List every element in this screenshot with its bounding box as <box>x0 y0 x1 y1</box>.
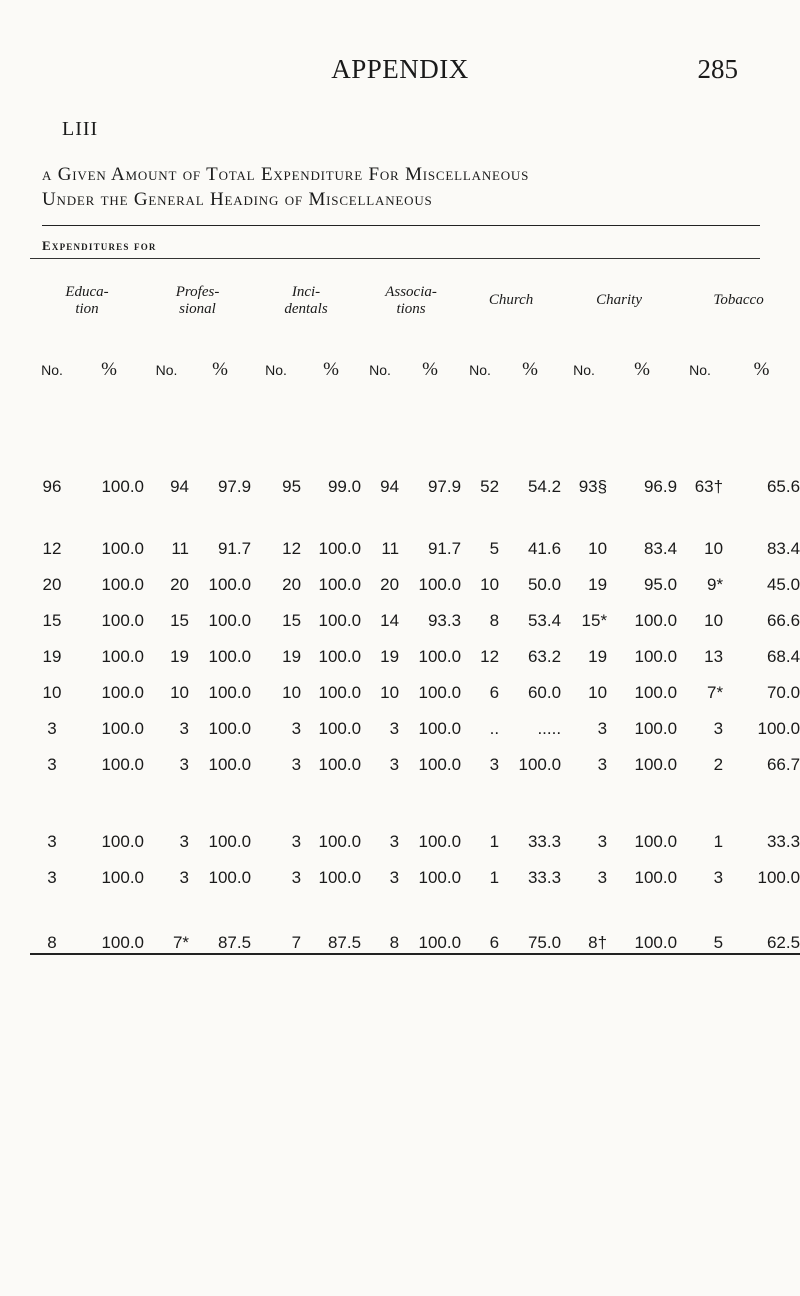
percent-cell: 87.5 <box>189 888 251 954</box>
percent-cell: 54.2 <box>527 477 562 496</box>
percent-cell: 41.6 <box>527 539 562 558</box>
count-cell: 14 <box>380 611 400 630</box>
count-cell: 19 <box>588 647 608 666</box>
count-cell: 10 <box>42 683 62 702</box>
percent-header: % <box>753 358 770 380</box>
percent-cell: 97.9 <box>427 477 462 496</box>
no-header: No. <box>689 361 711 378</box>
category-label-cont: dentals <box>284 300 328 317</box>
count-cell: 3 <box>47 868 57 887</box>
count-cell: 10 <box>704 539 724 558</box>
table-row <box>30 852 800 888</box>
count-cell: 15 <box>42 611 62 630</box>
count-cell: 20 <box>42 575 62 594</box>
percent-cell: 100.0 <box>757 719 800 738</box>
percent-cell: 100.0 <box>208 683 252 702</box>
percent-cell: 100.0 <box>101 647 145 666</box>
percent-cell: 100.0 <box>101 868 145 887</box>
percent-cell: 33.3 <box>527 832 562 851</box>
category-label: Associa- <box>385 283 437 300</box>
percent-cell: 63.2 <box>527 647 562 666</box>
table-row <box>30 703 800 739</box>
count-cell: 3 <box>389 832 400 851</box>
count-cell: 95 <box>282 477 302 496</box>
expenditure-table <box>30 259 800 955</box>
percent-cell: 100.0 <box>418 575 462 594</box>
percent-header: % <box>212 358 228 380</box>
percent-cell: 100.0 <box>318 683 362 702</box>
percent-cell: 100.0 <box>101 611 145 630</box>
table-row <box>30 595 800 631</box>
count-cell: 6 <box>489 683 500 702</box>
count-cell: 11 <box>381 539 400 558</box>
table-row <box>30 559 800 595</box>
percent-cell: 96.9 <box>643 477 678 496</box>
table-row <box>30 631 800 667</box>
count-cell: 3 <box>179 868 190 887</box>
percent-cell: 100.0 <box>101 575 145 594</box>
count-cell: 12 <box>282 539 302 558</box>
percent-cell: 100.0 <box>208 647 252 666</box>
percent-cell: 45.0 <box>766 575 800 594</box>
count-cell: 20 <box>170 575 190 594</box>
percent-cell: 66.6 <box>766 611 800 630</box>
percent-cell: 60.0 <box>527 683 562 702</box>
table-row <box>30 397 800 497</box>
percent-cell: 100.0 <box>208 832 252 851</box>
percent-cell: 100.0 <box>418 868 462 887</box>
percent-header: % <box>101 358 117 380</box>
count-cell: 3 <box>489 755 500 774</box>
count-cell: 5 <box>677 888 723 954</box>
percent-cell: 100.0 <box>634 719 678 738</box>
percent-cell: 100.0 <box>74 888 144 954</box>
no-header: No. <box>573 361 595 378</box>
percent-cell: 100.0 <box>634 755 678 774</box>
count-cell: 10 <box>380 683 400 702</box>
percent-cell: 100.0 <box>757 868 800 887</box>
count-cell: 20 <box>282 575 302 594</box>
percent-cell: 68.4 <box>766 647 800 666</box>
category-header <box>251 259 361 342</box>
caption-line-1: a Given Amount of Total Expenditure For Miscellaneous <box>42 164 530 185</box>
count-cell: 1 <box>489 832 500 851</box>
percent-cell: 100.0 <box>101 477 145 496</box>
category-header <box>561 259 677 342</box>
percent-cell: 100.0 <box>208 868 252 887</box>
count-cell: 3 <box>291 755 302 774</box>
percent-cell: 100.0 <box>318 647 362 666</box>
category-label: Tobacco <box>713 292 764 308</box>
running-title: APPENDIX <box>331 54 469 84</box>
category-label-cont: tion <box>75 300 99 317</box>
no-header: No. <box>469 361 491 378</box>
table-row <box>30 667 800 703</box>
count-cell: 20 <box>380 575 400 594</box>
count-cell: 1 <box>489 868 500 887</box>
count-cell: 8 <box>489 611 500 630</box>
percent-cell: 100.0 <box>101 832 145 851</box>
count-cell: 7* <box>706 683 724 702</box>
category-header <box>144 259 251 342</box>
percent-cell: 66.7 <box>766 755 800 774</box>
percent-cell: 100.0 <box>318 611 362 630</box>
category-header <box>461 259 561 342</box>
caption-line-2: Under the General Heading of Miscellaneous <box>42 189 433 210</box>
table-row <box>30 739 800 775</box>
percent-cell: 100.0 <box>318 755 362 774</box>
category-label: Educa- <box>65 283 109 300</box>
section-label: Expenditures for <box>42 238 157 253</box>
table-row <box>30 775 800 852</box>
percent-cell: 100.0 <box>418 755 462 774</box>
count-cell: 3 <box>713 719 724 738</box>
count-cell: 9* <box>706 575 724 594</box>
percent-header: % <box>522 358 538 380</box>
count-cell: 94 <box>170 477 190 496</box>
count-cell: 10 <box>588 683 608 702</box>
count-cell: 19 <box>42 647 62 666</box>
category-label: Profes- <box>175 283 220 300</box>
count-cell: 8 <box>361 888 399 954</box>
category-header <box>677 259 800 342</box>
page-number: 285 <box>697 54 738 84</box>
percent-cell: 100.0 <box>634 868 678 887</box>
percent-cell: 100.0 <box>418 683 462 702</box>
count-cell: 3 <box>597 832 608 851</box>
count-cell: 3 <box>389 868 400 887</box>
category-label: Charity <box>596 292 642 308</box>
percent-cell: 100.0 <box>607 888 677 954</box>
count-cell: 10 <box>282 683 302 702</box>
percent-cell: 70.0 <box>766 683 800 702</box>
count-cell: 8† <box>561 888 607 954</box>
count-cell: 3 <box>291 719 302 738</box>
percent-cell: 33.3 <box>766 832 800 851</box>
percent-cell: 100.0 <box>634 647 678 666</box>
percent-cell: 100.0 <box>634 611 678 630</box>
count-cell: 10 <box>480 575 500 594</box>
percent-cell: ..... <box>537 719 562 738</box>
count-cell: 19 <box>282 647 302 666</box>
count-cell: 15* <box>581 611 608 630</box>
count-cell: 3 <box>179 832 190 851</box>
category-header-row <box>30 259 800 342</box>
percent-cell: 100.0 <box>418 832 462 851</box>
percent-cell: 100.0 <box>318 868 362 887</box>
count-cell: 52 <box>480 477 500 496</box>
percent-cell: 100.0 <box>518 755 562 774</box>
percent-cell: 100.0 <box>318 539 362 558</box>
count-cell: 3 <box>47 755 57 774</box>
category-label-cont: tions <box>396 300 426 317</box>
table-caption <box>42 162 762 212</box>
no-header: No. <box>265 361 287 378</box>
count-cell: 11 <box>171 539 190 558</box>
count-cell: 94 <box>380 477 400 496</box>
table-row <box>30 497 800 559</box>
percent-cell: 97.9 <box>217 477 252 496</box>
percent-cell: 99.0 <box>327 477 362 496</box>
percent-cell: 100.0 <box>208 755 252 774</box>
count-cell: 3 <box>291 868 302 887</box>
percent-cell: 100.0 <box>399 888 461 954</box>
percent-cell: 53.4 <box>527 611 562 630</box>
percent-cell: 65.6 <box>766 477 800 496</box>
count-cell: 93§ <box>578 477 608 496</box>
count-cell: 10 <box>170 683 190 702</box>
count-cell: 5 <box>489 539 500 558</box>
count-cell: 3 <box>713 868 724 887</box>
count-cell: 15 <box>170 611 190 630</box>
percent-cell: 83.4 <box>766 539 800 558</box>
count-cell: 19 <box>170 647 190 666</box>
count-cell: 7* <box>144 888 189 954</box>
percent-cell: 91.7 <box>217 539 252 558</box>
percent-cell: 100.0 <box>208 719 252 738</box>
subheader-row <box>30 342 800 397</box>
percent-cell: 100.0 <box>634 832 678 851</box>
percent-header: % <box>634 358 650 380</box>
count-cell: 7 <box>251 888 301 954</box>
percent-cell: 100.0 <box>208 611 252 630</box>
percent-cell: 100.0 <box>101 683 145 702</box>
count-cell: 10 <box>588 539 608 558</box>
category-header <box>361 259 461 342</box>
category-header <box>30 259 144 342</box>
count-cell: 19 <box>588 575 608 594</box>
percent-header: % <box>422 358 438 380</box>
count-cell: 3 <box>597 868 608 887</box>
running-head <box>0 54 800 94</box>
count-cell: 3 <box>389 719 400 738</box>
count-cell: 1 <box>713 832 724 851</box>
count-cell: 96 <box>42 477 62 496</box>
category-label: Inci- <box>291 283 321 300</box>
count-cell: 3 <box>179 719 190 738</box>
no-header: No. <box>369 361 391 378</box>
count-cell: 3 <box>47 719 57 738</box>
count-cell: .. <box>489 719 500 738</box>
caption-divider <box>42 225 760 226</box>
count-cell: 3 <box>291 832 302 851</box>
count-cell: 8 <box>30 888 74 954</box>
count-cell: 63† <box>694 477 724 496</box>
count-cell: 12 <box>480 647 500 666</box>
no-header: No. <box>41 361 63 378</box>
count-cell: 6 <box>461 888 499 954</box>
count-cell: 13 <box>704 647 724 666</box>
percent-cell: 100.0 <box>101 755 145 774</box>
percent-cell: 62.5 <box>723 888 800 954</box>
no-header: No. <box>155 361 178 378</box>
percent-cell: 95.0 <box>643 575 678 594</box>
count-cell: 15 <box>282 611 302 630</box>
percent-cell: 100.0 <box>418 719 462 738</box>
percent-cell: 87.5 <box>301 888 361 954</box>
count-cell: 3 <box>597 719 608 738</box>
count-cell: 3 <box>47 832 57 851</box>
percent-cell: 75.0 <box>499 888 561 954</box>
count-cell: 10 <box>704 611 724 630</box>
percent-cell: 100.0 <box>101 719 145 738</box>
percent-cell: 93.3 <box>427 611 462 630</box>
category-label: Church <box>488 292 534 308</box>
table-row <box>30 888 800 954</box>
percent-cell: 100.0 <box>418 647 462 666</box>
count-cell: 3 <box>179 755 190 774</box>
percent-cell: 100.0 <box>318 719 362 738</box>
count-cell: 3 <box>597 755 608 774</box>
percent-cell: 91.7 <box>427 539 462 558</box>
percent-header: % <box>323 358 339 380</box>
table-number: LIII <box>62 118 99 140</box>
percent-cell: 100.0 <box>634 683 678 702</box>
percent-cell: 100.0 <box>318 832 362 851</box>
table-body <box>30 397 800 954</box>
count-cell: 2 <box>713 755 724 774</box>
percent-cell: 33.3 <box>527 868 562 887</box>
count-cell: 12 <box>42 539 62 558</box>
percent-cell: 83.4 <box>643 539 678 558</box>
count-cell: 19 <box>380 647 400 666</box>
percent-cell: 100.0 <box>101 539 145 558</box>
percent-cell: 50.0 <box>527 575 562 594</box>
percent-cell: 100.0 <box>318 575 362 594</box>
count-cell: 3 <box>389 755 400 774</box>
percent-cell: 100.0 <box>208 575 252 594</box>
category-label-cont: sional <box>179 300 216 317</box>
